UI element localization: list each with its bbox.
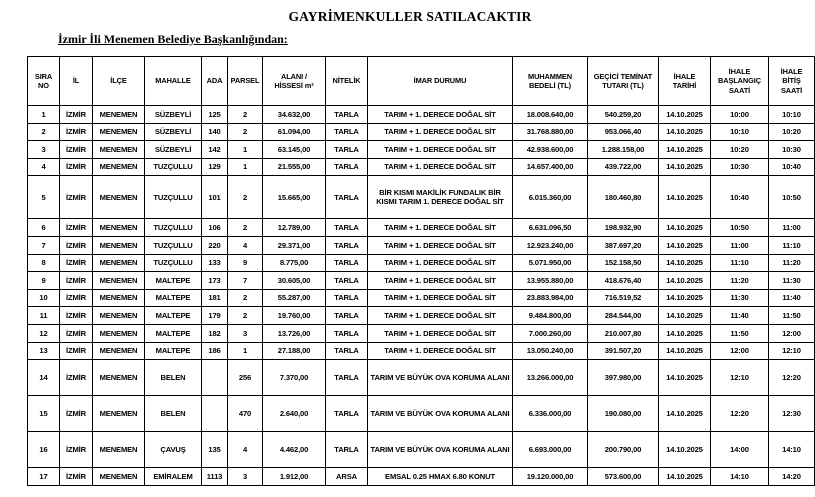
cell-ihale-tarihi: 14.10.2025 [659,123,711,141]
cell-il: İZMİR [60,360,93,396]
cell-parsel: 2 [228,123,263,141]
header-line-2: BEDELİ (TL) [528,81,571,90]
cell-ihale-tarihi: 14.10.2025 [659,468,711,486]
cell-il: İZMİR [60,123,93,141]
cell-mahalle: MALTEPE [145,307,202,325]
cell-alani-hissesi: 7.370,00 [263,360,326,396]
cell-bitis-saati: 12:10 [769,342,815,360]
cell-baslangic-saati: 12:20 [711,396,769,432]
cell-alani-hissesi: 61.094,00 [263,123,326,141]
cell-muhammen-bedeli: 14.657.400,00 [513,158,588,176]
cell-muhammen-bedeli: 6.631.096,50 [513,219,588,237]
cell-baslangic-saati: 10:50 [711,219,769,237]
cell-baslangic-saati: 10:00 [711,106,769,124]
cell-ada: 135 [202,432,228,468]
cell-ilce: MENEMEN [93,254,145,272]
cell-ada: 140 [202,123,228,141]
table-row [28,289,815,307]
cell-sira-no: 17 [28,468,60,486]
cell-il: İZMİR [60,176,93,219]
cell-imar-durumu: TARIM + 1. DERECE DOĞAL SİT [368,106,513,124]
cell-muhammen-bedeli: 6.693.000,00 [513,432,588,468]
cell-baslangic-saati: 11:20 [711,272,769,290]
table-row [28,158,815,176]
cell-gecici-teminat: 418.676,40 [588,272,659,290]
cell-muhammen-bedeli: 13.266.000,00 [513,360,588,396]
cell-imar-durumu: TARIM + 1. DERECE DOĞAL SİT [368,307,513,325]
cell-ada: 1113 [202,468,228,486]
cell-sira-no: 15 [28,396,60,432]
column-header-bitis-saati [769,57,815,106]
cell-parsel: 256 [228,360,263,396]
header-line-1: MUHAMMEN [528,71,572,81]
cell-parsel: 2 [228,219,263,237]
table-row [28,324,815,342]
cell-baslangic-saati: 11:00 [711,236,769,254]
cell-muhammen-bedeli: 6.336.000,00 [513,396,588,432]
cell-nitelik: TARLA [326,123,368,141]
cell-ada: 125 [202,106,228,124]
cell-bitis-saati: 12:00 [769,324,815,342]
cell-ihale-tarihi: 14.10.2025 [659,141,711,159]
properties-table [27,56,815,486]
cell-nitelik: TARLA [326,307,368,325]
cell-ihale-tarihi: 14.10.2025 [659,307,711,325]
cell-ihale-tarihi: 14.10.2025 [659,360,711,396]
cell-parsel: 2 [228,176,263,219]
cell-imar-durumu: EMSAL 0.25 HMAX 6.80 KONUT [368,468,513,486]
table-row [28,236,815,254]
cell-sira-no: 6 [28,219,60,237]
cell-alani-hissesi: 4.462,00 [263,432,326,468]
cell-ilce: MENEMEN [93,141,145,159]
cell-alani-hissesi: 2.640,00 [263,396,326,432]
cell-mahalle: TUZÇULLU [145,176,202,219]
cell-alani-hissesi: 13.726,00 [263,324,326,342]
cell-baslangic-saati: 10:10 [711,123,769,141]
cell-parsel: 2 [228,106,263,124]
table-row [28,360,815,396]
cell-alani-hissesi: 12.789,00 [263,219,326,237]
cell-il: İZMİR [60,254,93,272]
cell-nitelik: TARLA [326,432,368,468]
cell-ilce: MENEMEN [93,123,145,141]
cell-imar-durumu: TARIM + 1. DERECE DOĞAL SİT [368,219,513,237]
cell-sira-no: 16 [28,432,60,468]
cell-gecici-teminat: 190.080,00 [588,396,659,432]
cell-ilce: MENEMEN [93,289,145,307]
cell-baslangic-saati: 14:00 [711,432,769,468]
cell-alani-hissesi: 55.287,00 [263,289,326,307]
cell-muhammen-bedeli: 31.768.880,00 [513,123,588,141]
cell-ihale-tarihi: 14.10.2025 [659,236,711,254]
cell-parsel: 3 [228,324,263,342]
cell-imar-durumu: TARIM + 1. DERECE DOĞAL SİT [368,324,513,342]
cell-alani-hissesi: 21.555,00 [263,158,326,176]
cell-mahalle: TUZÇULLU [145,158,202,176]
cell-gecici-teminat: 439.722,00 [588,158,659,176]
cell-sira-no: 11 [28,307,60,325]
header-line-1: İHALE [728,67,751,77]
cell-muhammen-bedeli: 6.015.360,00 [513,176,588,219]
cell-gecici-teminat: 198.932,90 [588,219,659,237]
cell-baslangic-saati: 11:30 [711,289,769,307]
table-header-row [28,57,815,106]
cell-mahalle: TUZÇULLU [145,254,202,272]
column-header-parsel: PARSEL [228,57,263,106]
cell-gecici-teminat: 210.007,80 [588,324,659,342]
cell-imar-durumu: TARIM VE BÜYÜK OVA KORUMA ALANI [368,360,513,396]
header-line-2: NO [38,81,49,90]
cell-mahalle: TUZÇULLU [145,219,202,237]
cell-ada: 142 [202,141,228,159]
table-row [28,176,815,219]
cell-sira-no: 3 [28,141,60,159]
cell-ada: 220 [202,236,228,254]
cell-ada: 173 [202,272,228,290]
cell-il: İZMİR [60,158,93,176]
cell-bitis-saati: 11:00 [769,219,815,237]
cell-bitis-saati: 12:20 [769,360,815,396]
cell-il: İZMİR [60,219,93,237]
header-line-1: SIRA [34,71,53,81]
header-line-2: TARİHİ [672,81,697,90]
header-line-1: GEÇİCİ TEMİNAT [593,71,653,81]
cell-mahalle: SÜZBEYLİ [145,106,202,124]
cell-imar-durumu: TARIM + 1. DERECE DOĞAL SİT [368,236,513,254]
cell-gecici-teminat: 391.507,20 [588,342,659,360]
cell-gecici-teminat: 180.460,80 [588,176,659,219]
cell-baslangic-saati: 10:40 [711,176,769,219]
cell-muhammen-bedeli: 19.120.000,00 [513,468,588,486]
cell-bitis-saati: 11:30 [769,272,815,290]
column-header-gecici-teminat [588,57,659,106]
cell-nitelik: TARLA [326,106,368,124]
cell-imar-durumu: TARIM + 1. DERECE DOĞAL SİT [368,342,513,360]
cell-baslangic-saati: 14:10 [711,468,769,486]
cell-parsel: 4 [228,432,263,468]
cell-parsel: 2 [228,307,263,325]
cell-ilce: MENEMEN [93,342,145,360]
table-row [28,396,815,432]
cell-sira-no: 9 [28,272,60,290]
cell-bitis-saati: 10:40 [769,158,815,176]
header-line-3: SAATİ [780,85,803,95]
cell-imar-durumu: TARIM + 1. DERECE DOĞAL SİT [368,289,513,307]
cell-bitis-saati: 11:50 [769,307,815,325]
cell-alani-hissesi: 8.775,00 [263,254,326,272]
cell-nitelik: TARLA [326,254,368,272]
cell-sira-no: 13 [28,342,60,360]
table-row [28,342,815,360]
cell-parsel: 4 [228,236,263,254]
column-header-mahalle: MAHALLE [145,57,202,106]
cell-mahalle: EMİRALEM [145,468,202,486]
cell-muhammen-bedeli: 13.050.240,00 [513,342,588,360]
cell-imar-durumu: TARIM + 1. DERECE DOĞAL SİT [368,158,513,176]
cell-ilce: MENEMEN [93,324,145,342]
cell-bitis-saati: 11:20 [769,254,815,272]
header-line-2: BİTİŞ [782,76,801,86]
cell-il: İZMİR [60,106,93,124]
cell-muhammen-bedeli: 12.923.240,00 [513,236,588,254]
cell-imar-durumu: TARIM VE BÜYÜK OVA KORUMA ALANI [368,432,513,468]
cell-ilce: MENEMEN [93,106,145,124]
cell-ilce: MENEMEN [93,432,145,468]
cell-gecici-teminat: 716.519,52 [588,289,659,307]
cell-bitis-saati: 11:40 [769,289,815,307]
cell-ihale-tarihi: 14.10.2025 [659,342,711,360]
cell-mahalle: SÜZBEYLİ [145,123,202,141]
header-line-2: HİSSESİ m² [274,81,314,90]
cell-ilce: MENEMEN [93,272,145,290]
cell-il: İZMİR [60,396,93,432]
column-header-baslangic-saati [711,57,769,106]
cell-alani-hissesi: 19.760,00 [263,307,326,325]
cell-nitelik: TARLA [326,219,368,237]
cell-mahalle: TUZÇULLU [145,236,202,254]
cell-imar-durumu: TARIM + 1. DERECE DOĞAL SİT [368,254,513,272]
cell-alani-hissesi: 27.188,00 [263,342,326,360]
cell-ada [202,396,228,432]
page-title: GAYRİMENKULLER SATILACAKTIR [288,9,532,24]
header-line-2: BAŞLANGIÇ [717,76,762,86]
cell-gecici-teminat: 540.259,20 [588,106,659,124]
cell-il: İZMİR [60,141,93,159]
cell-mahalle: BELEN [145,360,202,396]
cell-il: İZMİR [60,272,93,290]
cell-nitelik: TARLA [326,289,368,307]
column-header-nitelik: NİTELİK [326,57,368,106]
table-container [27,56,803,486]
cell-ihale-tarihi: 14.10.2025 [659,219,711,237]
header-line-1: İHALE [780,67,803,77]
table-row [28,123,815,141]
cell-sira-no: 10 [28,289,60,307]
cell-parsel: 470 [228,396,263,432]
cell-ilce: MENEMEN [93,219,145,237]
cell-muhammen-bedeli: 9.484.800,00 [513,307,588,325]
cell-nitelik: TARLA [326,158,368,176]
table-row [28,468,815,486]
cell-il: İZMİR [60,342,93,360]
cell-parsel: 2 [228,289,263,307]
cell-sira-no: 7 [28,236,60,254]
cell-nitelik: TARLA [326,360,368,396]
cell-parsel: 1 [228,342,263,360]
cell-alani-hissesi: 1.912,00 [263,468,326,486]
cell-nitelik: TARLA [326,342,368,360]
cell-muhammen-bedeli: 5.071.950,00 [513,254,588,272]
table-row [28,432,815,468]
cell-muhammen-bedeli: 18.008.640,00 [513,106,588,124]
cell-alani-hissesi: 29.371,00 [263,236,326,254]
cell-nitelik: TARLA [326,141,368,159]
column-header-alani-hissesi [263,57,326,106]
cell-imar-durumu: TARIM VE BÜYÜK OVA KORUMA ALANI [368,396,513,432]
cell-nitelik: ARSA [326,468,368,486]
cell-baslangic-saati: 10:30 [711,158,769,176]
cell-ihale-tarihi: 14.10.2025 [659,396,711,432]
cell-gecici-teminat: 573.600,00 [588,468,659,486]
cell-gecici-teminat: 152.158,50 [588,254,659,272]
column-header-sira-no [28,57,60,106]
cell-ihale-tarihi: 14.10.2025 [659,432,711,468]
cell-il: İZMİR [60,432,93,468]
header-line-1: İHALE [673,71,696,81]
cell-mahalle: MALTEPE [145,324,202,342]
cell-bitis-saati: 12:30 [769,396,815,432]
document-page [0,9,803,497]
cell-gecici-teminat: 953.066,40 [588,123,659,141]
cell-baslangic-saati: 12:10 [711,360,769,396]
cell-ilce: MENEMEN [93,236,145,254]
cell-gecici-teminat: 1.288.158,00 [588,141,659,159]
column-header-imar-durumu: İMAR DURUMU [368,57,513,106]
cell-mahalle: MALTEPE [145,342,202,360]
cell-il: İZMİR [60,324,93,342]
column-header-ada: ADA [202,57,228,106]
cell-ada: 186 [202,342,228,360]
cell-gecici-teminat: 284.544,00 [588,307,659,325]
cell-il: İZMİR [60,236,93,254]
cell-mahalle: BELEN [145,396,202,432]
cell-bitis-saati: 14:10 [769,432,815,468]
cell-parsel: 1 [228,158,263,176]
cell-ada: 182 [202,324,228,342]
cell-ilce: MENEMEN [93,360,145,396]
cell-alani-hissesi: 15.665,00 [263,176,326,219]
cell-ihale-tarihi: 14.10.2025 [659,324,711,342]
cell-sira-no: 2 [28,123,60,141]
table-row [28,254,815,272]
cell-parsel: 3 [228,468,263,486]
table-row [28,219,815,237]
cell-gecici-teminat: 200.790,00 [588,432,659,468]
cell-il: İZMİR [60,289,93,307]
cell-sira-no: 12 [28,324,60,342]
column-header-il: İL [60,57,93,106]
cell-parsel: 1 [228,141,263,159]
cell-imar-durumu: TARIM + 1. DERECE DOĞAL SİT [368,141,513,159]
cell-ihale-tarihi: 14.10.2025 [659,158,711,176]
cell-sira-no: 4 [28,158,60,176]
table-row [28,106,815,124]
cell-ihale-tarihi: 14.10.2025 [659,106,711,124]
cell-muhammen-bedeli: 23.883.984,00 [513,289,588,307]
cell-baslangic-saati: 10:20 [711,141,769,159]
cell-alani-hissesi: 30.605,00 [263,272,326,290]
cell-nitelik: TARLA [326,396,368,432]
cell-ihale-tarihi: 14.10.2025 [659,289,711,307]
cell-alani-hissesi: 63.145,00 [263,141,326,159]
cell-il: İZMİR [60,307,93,325]
table-row [28,307,815,325]
cell-baslangic-saati: 11:10 [711,254,769,272]
cell-bitis-saati: 11:10 [769,236,815,254]
cell-mahalle: MALTEPE [145,272,202,290]
column-header-ilce: İLÇE [93,57,145,106]
cell-gecici-teminat: 397.980,00 [588,360,659,396]
cell-ilce: MENEMEN [93,307,145,325]
cell-ada: 106 [202,219,228,237]
cell-mahalle: ÇAVUŞ [145,432,202,468]
cell-imar-durumu: TARIM + 1. DERECE DOĞAL SİT [368,123,513,141]
cell-ada: 101 [202,176,228,219]
cell-muhammen-bedeli: 13.955.880,00 [513,272,588,290]
cell-baslangic-saati: 12:00 [711,342,769,360]
cell-nitelik: TARLA [326,236,368,254]
column-header-muhammen-bedeli [513,57,588,106]
cell-sira-no: 14 [28,360,60,396]
cell-bitis-saati: 10:10 [769,106,815,124]
cell-gecici-teminat: 387.697,20 [588,236,659,254]
table-row [28,141,815,159]
cell-mahalle: SÜZBEYLİ [145,141,202,159]
cell-ihale-tarihi: 14.10.2025 [659,272,711,290]
header-line-1: ALANI / [281,71,307,81]
cell-ihale-tarihi: 14.10.2025 [659,176,711,219]
cell-ada: 181 [202,289,228,307]
table-row [28,272,815,290]
cell-bitis-saati: 10:20 [769,123,815,141]
cell-ilce: MENEMEN [93,468,145,486]
cell-nitelik: TARLA [326,324,368,342]
cell-bitis-saati: 14:20 [769,468,815,486]
cell-parsel: 9 [228,254,263,272]
cell-ilce: MENEMEN [93,176,145,219]
document-subtitle: İzmir İli Menemen Belediye Başkanlığından: [58,32,288,46]
cell-sira-no: 8 [28,254,60,272]
cell-mahalle: MALTEPE [145,289,202,307]
table-body [28,106,815,486]
header-line-3: SAATİ [728,85,751,95]
cell-ilce: MENEMEN [93,396,145,432]
cell-nitelik: TARLA [326,176,368,219]
cell-sira-no: 5 [28,176,60,219]
cell-ada [202,360,228,396]
cell-ada: 179 [202,307,228,325]
cell-baslangic-saati: 11:40 [711,307,769,325]
cell-ada: 133 [202,254,228,272]
cell-bitis-saati: 10:30 [769,141,815,159]
cell-baslangic-saati: 11:50 [711,324,769,342]
cell-parsel: 7 [228,272,263,290]
cell-nitelik: TARLA [326,272,368,290]
cell-imar-durumu: BİR KISMI MAKİLİK FUNDALIK BİR KISMI TARIM 1. DERECE DOĞAL SİT [368,176,513,219]
cell-imar-durumu: TARIM + 1. DERECE DOĞAL SİT [368,272,513,290]
cell-ihale-tarihi: 14.10.2025 [659,254,711,272]
cell-muhammen-bedeli: 42.938.600,00 [513,141,588,159]
column-header-ihale-tarihi [659,57,711,106]
cell-bitis-saati: 10:50 [769,176,815,219]
cell-muhammen-bedeli: 7.000.260,00 [513,324,588,342]
cell-sira-no: 1 [28,106,60,124]
cell-ada: 129 [202,158,228,176]
cell-alani-hissesi: 34.632,00 [263,106,326,124]
cell-ilce: MENEMEN [93,158,145,176]
cell-il: İZMİR [60,468,93,486]
header-line-2: TUTARI (TL) [602,81,644,90]
